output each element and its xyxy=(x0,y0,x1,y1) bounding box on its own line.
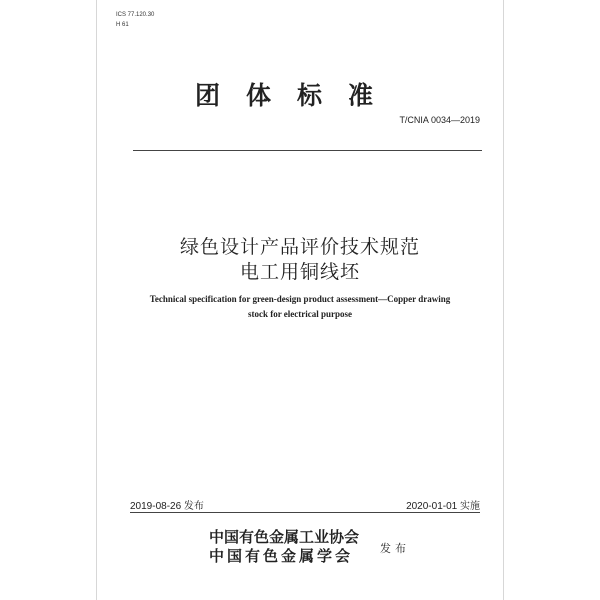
standard-cover-page xyxy=(97,0,503,600)
implementation-date: 2020-01-01 实施 xyxy=(406,501,480,512)
ics-code: ICS 77.120.30 xyxy=(116,12,155,18)
title-chinese-line1: 绿色设计产品评价技术规范 xyxy=(179,236,420,258)
header-divider xyxy=(133,150,482,151)
footer-divider xyxy=(130,512,480,513)
issuer-line1: 中国有色金属工业协会 xyxy=(209,528,360,546)
issuer-line2: 中国有色金属学会 xyxy=(209,547,354,565)
ccs-code: H 61 xyxy=(116,22,129,28)
title-english-line1: Technical specification for green-design product assessment—Copper drawing xyxy=(149,294,451,304)
issue-date: 2019-08-26 发布 xyxy=(130,501,204,512)
publish-label: 发布 xyxy=(380,542,410,555)
title-english-line2: stock for electrical purpose xyxy=(247,309,353,319)
standard-number: T/CNIA 0034—2019 xyxy=(399,115,480,125)
title-chinese-line2: 电工用铜线坯 xyxy=(239,261,360,283)
standard-type-heading: 团体标准 xyxy=(194,81,399,110)
